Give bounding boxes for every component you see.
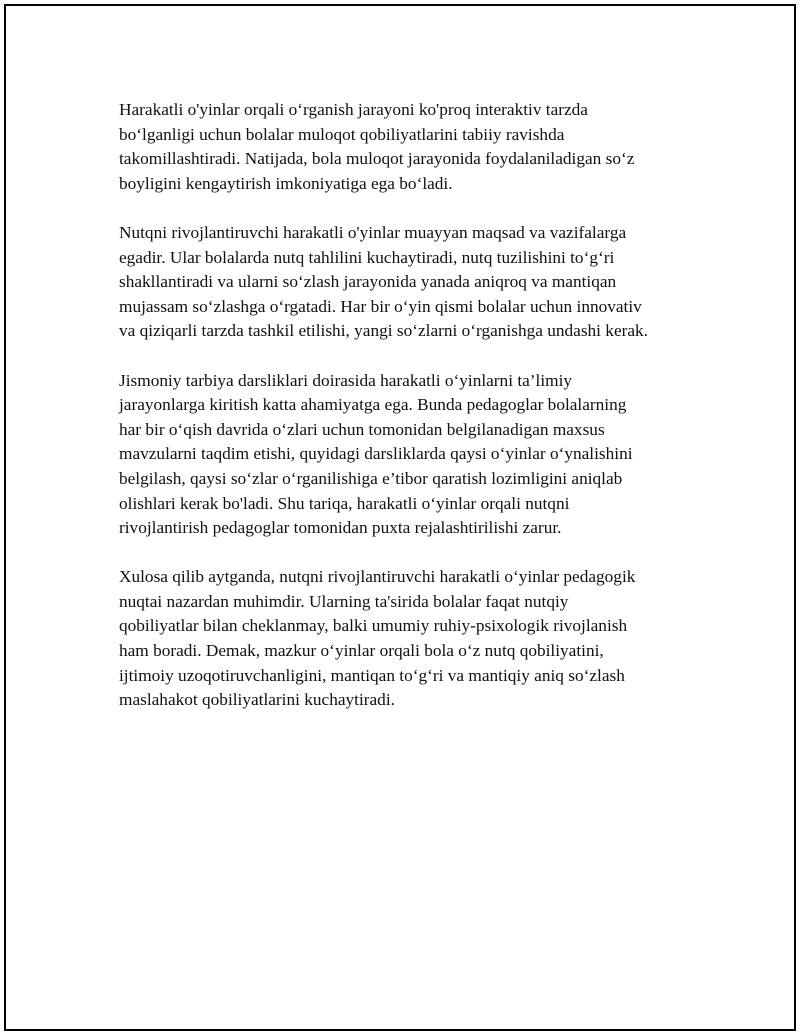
paragraph-2: Nutqni rivojlantiruvchi harakatli o'yinlar muayyan maqsad va vazifalarga egadir. Ular bolalarda nutq tahlilini kuchaytiradi, nutq tuzilishini to‘g‘ri shakllantiradi va ularni so‘zlash jarayonida yanada aniqroq va mantiqan mujassam so‘zlashga o‘rgatadi. Har bir o‘yin qismi bolalar uchun innovativ va qiziqarli tarzda tashkil etilishi, yangi so‘zlarni o‘rganishga undashi kerak.: [119, 222, 649, 341]
paragraph-3: Jismoniy tarbiya darsliklari doirasida harakatli o‘yinlarni ta’limiy jarayonlarga kiritish katta ahamiyatga ega. Bunda pedagoglar bolalarning har bir o‘qish davrida o‘zlari uchun tomonidan belgilanadigan maxsus mavzularni taqdim etishi, quyidagi darsliklarda qaysi o‘yinlar o‘ynalishini belgilash, qaysi so‘zlar o‘rganilishiga e’tibor qaratish lozimligini aniqlab olishlari kerak bo'ladi. Shu tariqa, harakatli o‘yinlar orqali nutqni rivojlantirish pedagoglar tomonidan puxta rejalashtirilishi zarur.: [119, 370, 633, 538]
paragraph-4: Xulosa qilib aytganda, nutqni rivojlantiruvchi harakatli o‘yinlar pedagogik nuqtai nazardan muhimdir. Ularning ta'sirida bolalar faqat nutqiy qobiliyatlar bilan cheklanmay, balki umumiy ruhiy-psixologik rivojlanish ham boradi. Demak, mazkur o‘yinlar orqali bola o‘z nutq qobiliyatini, ijtimoiy uzoqotiruvchanligini, mantiqan to‘g‘ri va mantiqiy aniq so‘zlash maslahakot qobiliyatlarini kuchaytiradi.: [119, 567, 636, 710]
page-frame: [4, 4, 796, 1031]
paragraph-1: Harakatli o'yinlar orqali o‘rganish jarayoni ko'proq interaktiv tarzda bo‘lganligi uchun bolalar muloqot qobiliyatlarini tabiiy ravishda takomillashtiradi. Natijada, bola muloqot jarayonida foydalaniladigan so‘z boyligini kengaytirish imkoniyatiga ega bo‘ladi.: [119, 100, 635, 193]
document-body: [119, 98, 699, 737]
